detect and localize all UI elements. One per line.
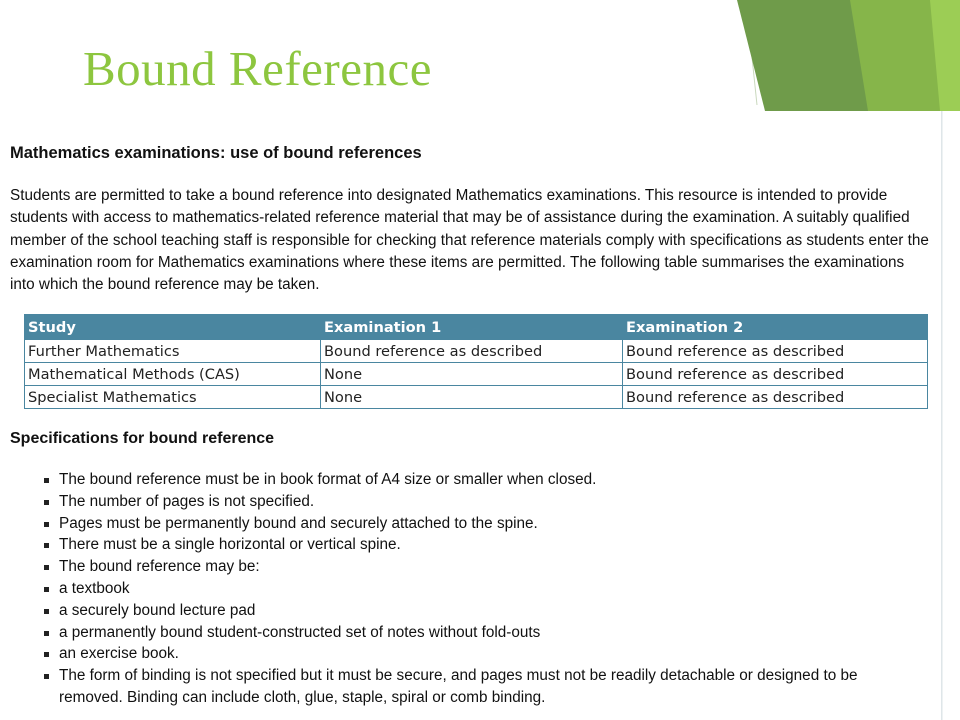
list-item: Pages must be permanently bound and securely attached to the spine. xyxy=(44,513,924,535)
table-header-row xyxy=(25,315,928,340)
cell-exam-1: None xyxy=(321,363,623,386)
list-item: a securely bound lecture pad xyxy=(44,600,924,622)
table-row xyxy=(25,386,928,409)
cell-study: Mathematical Methods (CAS) xyxy=(25,363,321,386)
table-row xyxy=(25,363,928,386)
spec-list xyxy=(44,469,924,709)
header-exam-1: Examination 1 xyxy=(321,315,623,340)
cell-study: Further Mathematics xyxy=(25,340,321,363)
cell-study: Specialist Mathematics xyxy=(25,386,321,409)
cell-exam-1: Bound reference as described xyxy=(321,340,623,363)
list-item: The form of binding is not specified but it must be secure, and pages must not be readily detachable or designed to be removed. Binding can include cloth, glue, staple, spiral or comb binding. xyxy=(44,665,924,709)
header-exam-2: Examination 2 xyxy=(623,315,928,340)
list-item: a textbook xyxy=(44,578,924,600)
exam-table xyxy=(24,314,928,409)
document-heading: Mathematics examinations: use of bound references xyxy=(10,144,422,162)
slide-title: Bound Reference xyxy=(83,41,432,96)
document-screenshot xyxy=(0,111,942,720)
list-item: The bound reference may be: xyxy=(44,556,924,578)
list-item: The number of pages is not specified. xyxy=(44,491,924,513)
header-study: Study xyxy=(25,315,321,340)
list-item: There must be a single horizontal or vertical spine. xyxy=(44,534,924,556)
list-item: an exercise book. xyxy=(44,643,924,665)
table-row xyxy=(25,340,928,363)
cell-exam-2: Bound reference as described xyxy=(623,363,928,386)
cell-exam-1: None xyxy=(321,386,623,409)
list-item: The bound reference must be in book format of A4 size or smaller when closed. xyxy=(44,469,924,491)
list-item: a permanently bound student-constructed set of notes without fold-outs xyxy=(44,622,924,644)
cell-exam-2: Bound reference as described xyxy=(623,386,928,409)
intro-paragraph: Students are permitted to take a bound reference into designated Mathematics examinations. This resource is intended to provide students with access to mathematics-related reference material that may be of assistance during the examination. A suitably qualified member of the school teaching staff is responsible for checking that reference materials comply with specifications as students enter the examination room for Mathematics examinations where these items are permitted. The following table summarises the examinations into which the bound reference may be taken. xyxy=(10,187,929,294)
spec-heading: Specifications for bound reference xyxy=(10,430,275,447)
cell-exam-2: Bound reference as described xyxy=(623,340,928,363)
